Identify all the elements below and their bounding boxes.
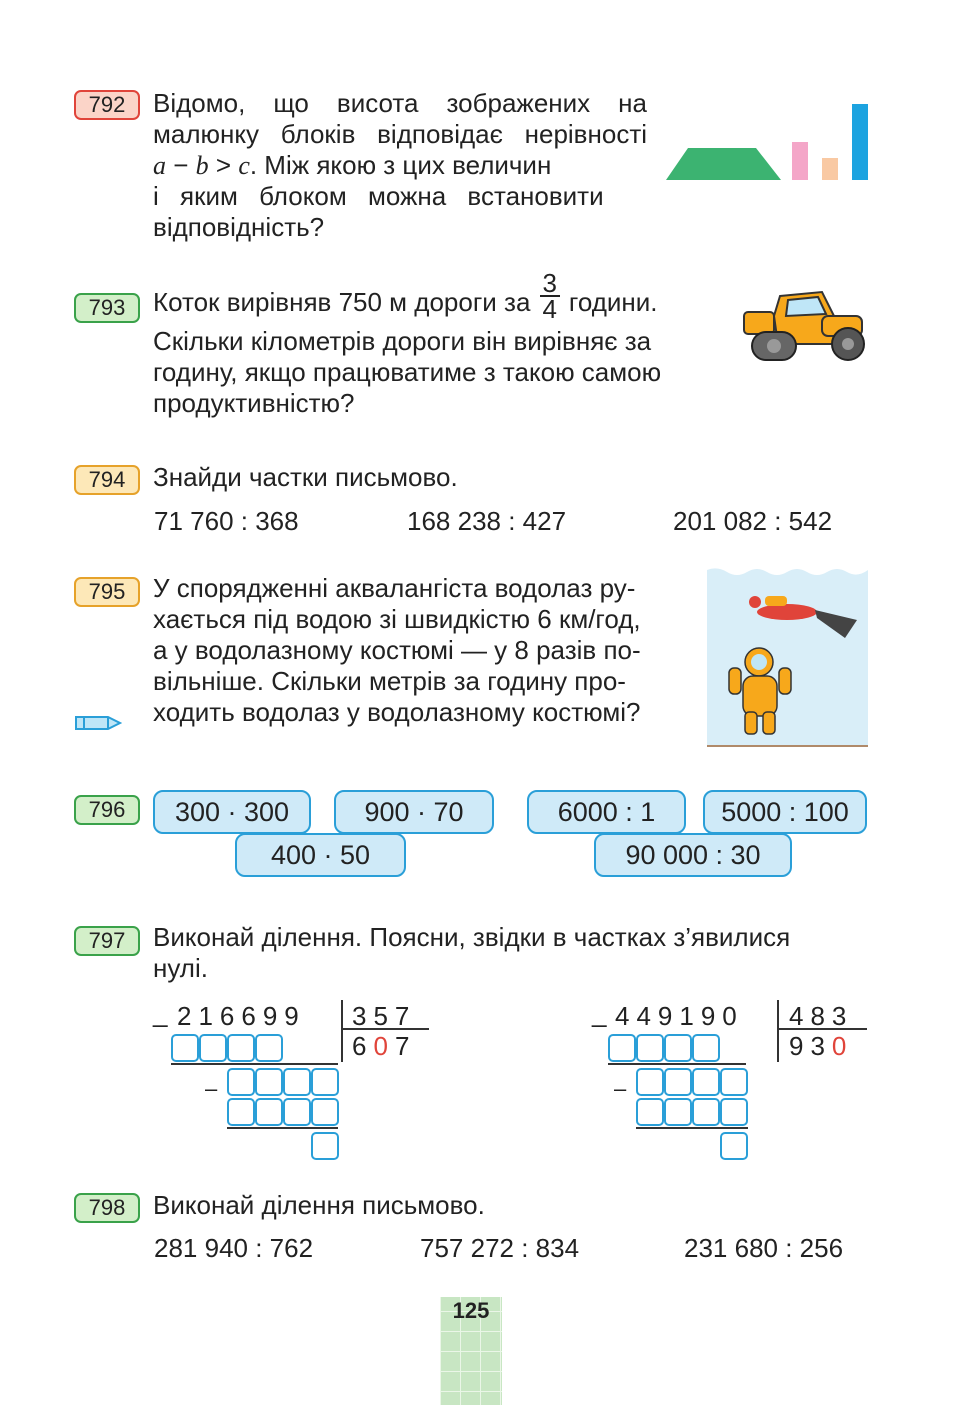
answer-box[interactable] xyxy=(199,1034,227,1062)
answer-box[interactable] xyxy=(227,1034,255,1062)
answer-box[interactable] xyxy=(636,1098,664,1126)
quotient-1-digit-1: 6 xyxy=(352,1031,374,1061)
task-792-line-3 xyxy=(153,150,647,181)
answer-box[interactable] xyxy=(608,1034,636,1062)
minus-sign-1: _ xyxy=(153,998,168,1028)
task-792-line-4: і яким блоком можна встановити xyxy=(153,181,604,211)
task-793-line-4: продуктивністю? xyxy=(153,388,355,418)
task-792-line-1: Відомо, що висота зображених на xyxy=(153,88,647,118)
divers-icon xyxy=(707,566,868,748)
answer-box[interactable] xyxy=(636,1068,664,1096)
answer-box[interactable] xyxy=(311,1132,339,1160)
expr-pill-2: 900 · 70 xyxy=(334,790,494,834)
fraction-numerator: 3 xyxy=(540,271,560,297)
task-793-line-1-post: години. xyxy=(568,287,658,317)
task-792-line-3-rest: . Між якою з цих величин xyxy=(249,150,552,180)
answer-box[interactable] xyxy=(664,1098,692,1126)
answer-box[interactable] xyxy=(171,1034,199,1062)
task-795-line-2: хається під водою зі швидкістю 6 км/год, xyxy=(153,604,641,634)
task-number-795: 795 xyxy=(74,577,140,607)
task-795-line-1: У спорядженні аквалангіста водолаз ру- xyxy=(153,573,636,603)
quotient-1-zero: 0 xyxy=(373,1031,395,1061)
quotient-2-zero: 0 xyxy=(831,1031,854,1061)
quotient-1-digit-3: 7 xyxy=(394,1031,417,1061)
minus-sign-2b: – xyxy=(614,1076,627,1101)
division-bar-2 xyxy=(777,1000,779,1062)
task-792-line-5: відповідність? xyxy=(153,212,325,242)
expr-pill-6: 90 000 : 30 xyxy=(594,833,792,877)
task-number-798: 798 xyxy=(74,1193,140,1223)
subtraction-line xyxy=(171,1063,338,1065)
answer-box[interactable] xyxy=(720,1132,748,1160)
fraction-denominator: 4 xyxy=(542,294,557,324)
answer-box[interactable] xyxy=(227,1068,255,1096)
task-793-line-3: годину, якщо працюватиме з такою самою xyxy=(153,357,662,387)
minus-sign: − xyxy=(173,150,189,180)
quotient-2-digits: 93 xyxy=(789,1031,832,1061)
var-b: b xyxy=(195,151,209,180)
subtraction-line xyxy=(608,1063,746,1065)
expr-pill-4: 6000 : 1 xyxy=(527,790,686,834)
task-793-line-1 xyxy=(153,268,658,331)
expr-pill-1: 300 · 300 xyxy=(153,790,311,834)
expr-pill-3: 400 · 50 xyxy=(235,833,406,877)
minus-sign-2: _ xyxy=(592,998,607,1028)
subtraction-line xyxy=(227,1127,338,1129)
fraction xyxy=(540,268,560,324)
task-number-796: 796 xyxy=(74,795,140,825)
task-798-title: Виконай ділення письмово. xyxy=(153,1190,485,1220)
road-roller-icon xyxy=(738,286,868,366)
dividend-1: 216699 xyxy=(177,1001,306,1031)
task-798-expr-1: 281 940 : 762 xyxy=(154,1233,314,1263)
greater-sign: > xyxy=(215,150,232,180)
task-798-expr-3: 231 680 : 256 xyxy=(684,1233,844,1263)
height-blocks-illustration xyxy=(664,100,869,184)
answer-box[interactable] xyxy=(227,1098,255,1126)
task-798-expr-2: 757 272 : 834 xyxy=(420,1233,580,1263)
task-797-line-1: Виконай ділення. Поясни, звідки в частках з’явилися xyxy=(153,922,791,952)
task-number-792: 792 xyxy=(74,90,140,120)
trapezoid-block xyxy=(666,148,781,180)
blue-block xyxy=(852,104,868,180)
divisor-2: 483 xyxy=(789,1001,854,1031)
task-794-title: Знайди частки письмово. xyxy=(153,462,458,492)
page-number: 125 xyxy=(452,1298,490,1323)
answer-box[interactable] xyxy=(664,1034,692,1062)
task-794-expr-2: 168 238 : 427 xyxy=(407,506,567,536)
task-795-line-3: а у водолазному костюмі — у 8 разів по- xyxy=(153,635,641,665)
task-793-line-2: Скільки кілометрів дороги він вирівняє за xyxy=(153,326,652,356)
answer-box[interactable] xyxy=(692,1034,720,1062)
task-number-793: 793 xyxy=(74,293,140,323)
answer-box[interactable] xyxy=(255,1068,283,1096)
minus-sign-1b: – xyxy=(205,1076,218,1101)
quotient-2 xyxy=(789,1031,853,1062)
answer-box[interactable] xyxy=(283,1098,311,1126)
pencil-icon xyxy=(74,712,122,734)
task-792-text xyxy=(153,88,647,243)
dividend-2: 449190 xyxy=(615,1001,744,1031)
answer-box[interactable] xyxy=(283,1068,311,1096)
answer-box[interactable] xyxy=(636,1034,664,1062)
var-c: c xyxy=(238,151,250,180)
task-795-text xyxy=(153,573,641,728)
task-797-line-2: нулі. xyxy=(153,953,208,983)
answer-box[interactable] xyxy=(720,1098,748,1126)
answer-box[interactable] xyxy=(255,1034,283,1062)
task-number-797: 797 xyxy=(74,926,140,956)
answer-box[interactable] xyxy=(255,1098,283,1126)
task-792-line-2: малюнку блоків відповідає нерівності xyxy=(153,119,647,149)
division-bar-1 xyxy=(341,1000,343,1062)
peach-block xyxy=(822,158,838,180)
answer-box[interactable] xyxy=(311,1098,339,1126)
task-number-794: 794 xyxy=(74,465,140,495)
task-795-line-4: вільніше. Скільки метрів за годину про- xyxy=(153,666,626,696)
task-793-text xyxy=(153,326,661,419)
answer-box[interactable] xyxy=(311,1068,339,1096)
answer-box[interactable] xyxy=(720,1068,748,1096)
answer-box[interactable] xyxy=(664,1068,692,1096)
answer-box[interactable] xyxy=(692,1068,720,1096)
task-795-line-5: ходить водолаз у водолазному костюмі? xyxy=(153,697,641,727)
answer-box[interactable] xyxy=(692,1098,720,1126)
expr-pill-5: 5000 : 100 xyxy=(703,790,867,834)
pink-block xyxy=(792,142,808,180)
quotient-1 xyxy=(352,1031,416,1062)
task-794-expr-1: 71 760 : 368 xyxy=(154,506,299,536)
task-797-text xyxy=(153,922,790,984)
divisor-1: 357 xyxy=(352,1001,417,1031)
task-793-line-1-pre: Коток вирівняв 750 м дороги за xyxy=(153,287,531,317)
task-794-expr-3: 201 082 : 542 xyxy=(673,506,833,536)
var-a: a xyxy=(153,151,166,180)
subtraction-line xyxy=(636,1127,748,1129)
